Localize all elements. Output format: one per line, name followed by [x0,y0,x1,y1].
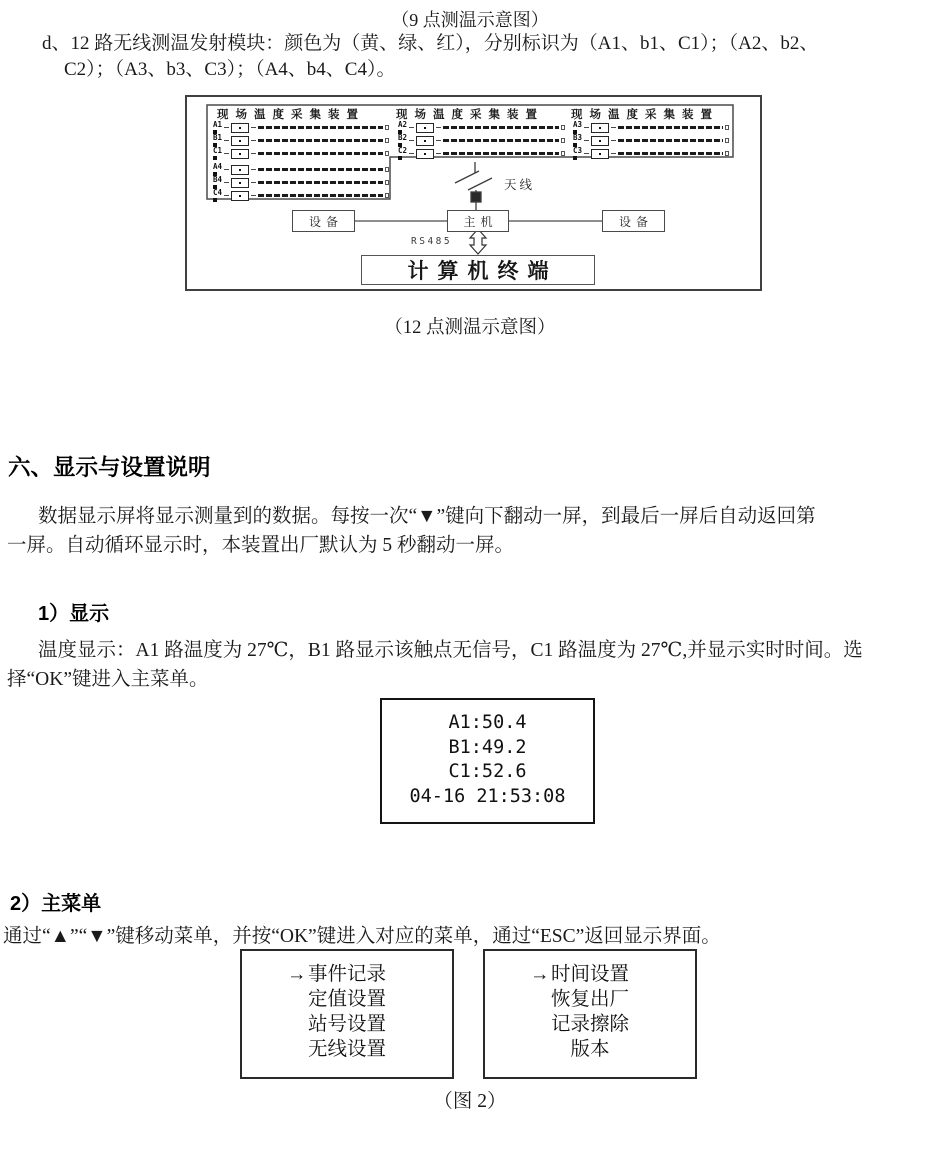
sensor-icon [416,123,434,133]
cable-tip-icon [385,125,389,130]
cable-tip-icon [385,138,389,143]
device-box-right: 设备 [602,210,665,232]
cable-line [258,152,383,155]
cable-line [618,126,723,129]
item-d-paragraph [42,31,922,83]
channel-label: A1 [213,120,223,130]
menu-item-label: 时间设置 [551,964,630,985]
sensor-icon [231,149,249,159]
menu-item [287,962,387,987]
antenna-icon [455,162,492,210]
menu-item-label: 恢复出厂 [551,989,630,1010]
sensor-row [213,176,389,189]
cable-tip-icon [725,125,729,130]
channel-label: C4 [213,188,223,198]
cable-line [258,168,383,171]
item-d-line2: C2）；（A3、b3、C3）；（A4、b4、C4）。 [64,59,396,80]
menu-item [551,1012,629,1037]
screen-line-datetime: 04-16 21:53:08 [409,785,566,807]
cable-line [618,152,723,155]
terminal-dot-icon [213,198,217,202]
cable-tip-icon [385,167,389,172]
cable-line [443,126,559,129]
menu-item [530,962,630,987]
channel-label: A2 [398,120,408,130]
caption-12-point: （12 点测温示意图） [384,318,556,338]
menu-item-label: 定值设置 [308,989,387,1010]
menu-description-paragraph: 通过“▲”“▼”键移动菜单，并按“OK”键进入对应的菜单，通过“ESC”返回显示界面。 [3,926,721,947]
subheading-main-menu: 2）主菜单 [10,893,102,915]
channel-label: C2 [398,146,408,156]
menu-item [308,1037,386,1062]
sensor-row [213,163,389,176]
cable-line [443,152,559,155]
paragraph-line2: 择“OK”键进入主菜单。 [7,669,209,690]
cable-tip-icon [561,138,565,143]
display-screen [380,698,595,824]
sensor-row [573,121,729,134]
menu-item [308,987,386,1012]
channel-label: B3 [573,133,583,143]
paragraph-line1: 数据显示屏将显示测量到的数据。每按一次“▼”键向下翻动一屏，到最后一屏后自动返回第 [38,506,816,527]
terminal-dot-icon [213,156,217,160]
sensor-row [213,147,389,160]
antenna-label: 天线 [504,178,536,192]
terminal-dot-icon [573,156,577,160]
sensor-icon [231,165,249,175]
paragraph-line2: 一屏。自动循环显示时，本装置出厂默认为 5 秒翻动一屏。 [7,535,515,556]
screen-line-a1: A1:50.4 [448,712,527,733]
cable-tip-icon [385,180,389,185]
subheading-display: 1）显示 [38,603,110,625]
channel-label: B4 [213,175,223,185]
channel-label: A3 [573,120,583,130]
sensor-row [398,134,565,147]
menu-box-right [483,949,697,1079]
sensor-icon [231,123,249,133]
menu-item [551,987,629,1012]
cable-tip-icon [561,151,565,156]
sensor-icon [591,123,609,133]
item-d-line1: d、12 路无线测温发射模块：颜色为（黄、绿、红），分别标识为（A1、b1、C1）；（A2、b2、 [42,33,819,54]
sensor-row [398,147,565,160]
terminal-dot-icon [398,156,402,160]
device-box-left: 设备 [292,210,355,232]
cable-tip-icon [725,151,729,156]
menu-item-label: 站号设置 [308,1014,387,1035]
sensor-icon [416,136,434,146]
cable-tip-icon [385,193,389,198]
cable-line [258,194,383,197]
sensor-icon [416,149,434,159]
collector-title-2: 现场温度采集装置 [396,109,544,121]
cable-line [258,139,383,142]
system-diagram [185,95,762,291]
menu-item [551,1037,629,1062]
sensor-row [573,134,729,147]
sensor-row [398,121,565,134]
rs485-arrow-icon [470,229,486,254]
cable-tip-icon [385,151,389,156]
host-box: 主机 [447,210,509,232]
screen-line-c1: C1:52.6 [448,761,527,782]
menu-item-label: 记录擦除 [551,1014,630,1035]
caption-figure-2: （图 2） [433,1091,507,1112]
sensor-row [213,134,389,147]
cable-line [443,139,559,142]
screen-line-b1: B1:49.2 [448,736,527,758]
sensor-icon [231,191,249,201]
sensor-icon [591,149,609,159]
display-description-paragraph [7,502,933,560]
menu-item-label: 无线设置 [308,1039,387,1060]
sensor-row [213,121,389,134]
sensor-row [573,147,729,160]
caption-9-point: （9 点测温示意图） [391,10,549,30]
cable-tip-icon [561,125,565,130]
channel-label: C1 [213,146,223,156]
paragraph-line1: 温度显示：A1 路温度为 27℃，B1 路显示该触点无信号，C1 路温度为 27℃,并显示实时时间。选 [38,640,863,661]
sensor-icon [231,178,249,188]
selection-arrow-icon: → [530,964,550,985]
channel-label: C3 [573,146,583,156]
menu-box-left [240,949,454,1079]
sensor-row [213,189,389,202]
section-heading-display-settings: 六、显示与设置说明 [8,455,211,480]
rs485-label: RS485 [411,236,453,247]
cable-line [618,139,723,142]
sensor-icon [591,136,609,146]
channel-label: B1 [213,133,223,143]
selection-arrow-icon: → [287,964,307,985]
menu-item [308,1012,386,1037]
collector-title-3: 现场温度采集装置 [571,109,719,121]
sensor-icon [231,136,249,146]
cable-line [258,126,383,129]
collector-title-1: 现场温度采集装置 [217,109,365,121]
cable-tip-icon [725,138,729,143]
cable-line [258,181,383,184]
menu-item-label: 事件记录 [308,964,387,985]
temperature-display-paragraph [7,636,933,694]
menu-item-label: 版本 [570,1039,610,1060]
computer-terminal-box: 计算机终端 [361,255,595,285]
channel-label: A4 [213,162,223,172]
channel-label: B2 [398,133,408,143]
